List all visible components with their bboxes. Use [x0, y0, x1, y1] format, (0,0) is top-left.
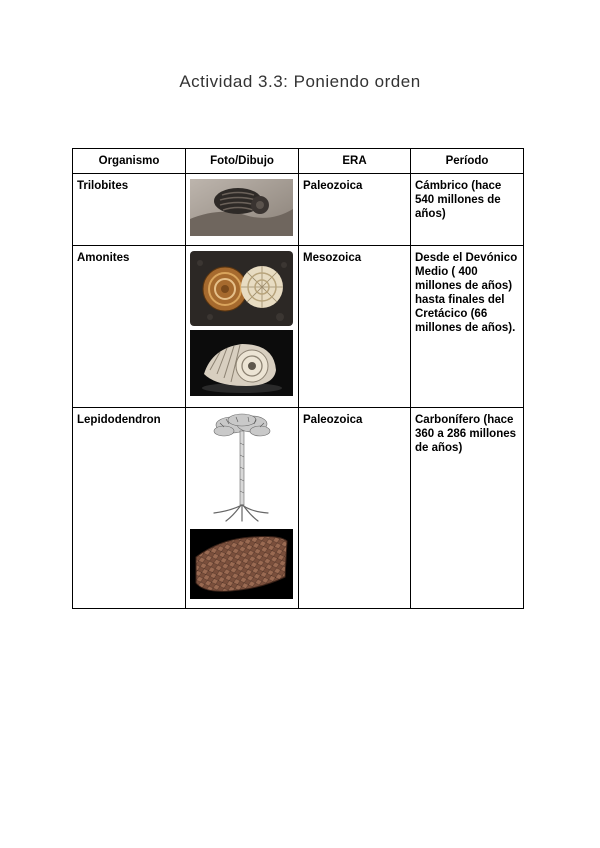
header-periodo: Período	[411, 149, 524, 174]
table-row	[73, 174, 524, 246]
era-cell: Paleozoica	[299, 174, 411, 246]
header-foto-dibujo: Foto/Dibujo	[186, 149, 299, 174]
table-row	[73, 246, 524, 408]
page-title: Actividad 3.3: Poniendo orden	[179, 72, 421, 91]
trilobite-fossil-photo	[190, 179, 293, 236]
era-cell: Paleozoica	[299, 408, 411, 609]
photo-cell	[186, 408, 299, 609]
ammonite-shell-photo	[190, 330, 293, 396]
header-organismo: Organismo	[73, 149, 186, 174]
periodo-cell: Cámbrico (hace 540 millones de años)	[411, 174, 524, 246]
organisms-table	[72, 148, 524, 609]
lepidodendron-tree-drawing	[190, 413, 293, 525]
ammonite-fossils-photo	[190, 251, 293, 326]
organismo-cell: Amonites	[73, 246, 186, 408]
photo-cell	[186, 246, 299, 408]
era-cell: Mesozoica	[299, 246, 411, 408]
table-header-row	[73, 149, 524, 174]
lepidodendron-bark-fossil-photo	[190, 529, 293, 599]
organismo-cell: Trilobites	[73, 174, 186, 246]
header-era: ERA	[299, 149, 411, 174]
organismo-cell: Lepidodendron	[73, 408, 186, 609]
periodo-cell: Desde el Devónico Medio ( 400 millones de años) hasta finales del Cretácico (66 millones de años).	[411, 246, 524, 408]
photo-cell	[186, 174, 299, 246]
table-row	[73, 408, 524, 609]
periodo-cell: Carbonífero (hace 360 a 286 millones de años)	[411, 408, 524, 609]
